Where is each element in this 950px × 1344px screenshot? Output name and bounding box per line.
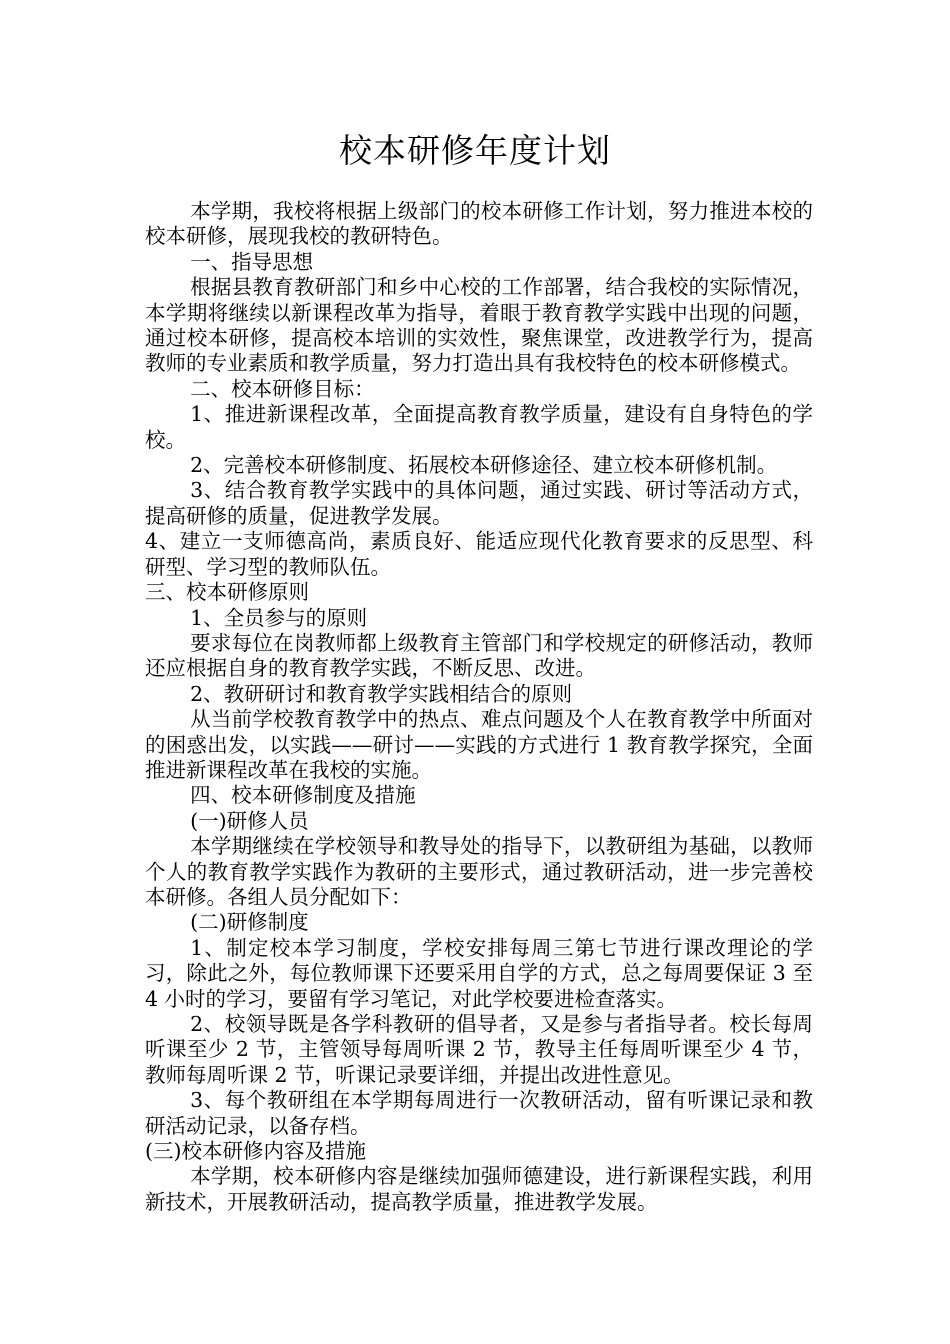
rule-item-3: 3、每个教研组在本学期每周进行一次教研活动，留有听课记录和教研活动记录，以备存档。 xyxy=(145,1088,813,1138)
section-heading-goals: 二、校本研修目标： xyxy=(190,376,375,401)
intro-paragraph: 本学期，我校将根据上级部门的校本研修工作计划，努力推进本校的校本研修，展现我校的教研特色。 xyxy=(145,199,813,249)
rule-item-2: 2、校领导既是各学科教研的倡导者，又是参与者指导者。校长每周听课至少 2 节，主管领导每周听课 2 节，教导主任每周听课至少 4 节，教师每周听课 2 节，听课记录要详细，并提出改进性意见。 xyxy=(145,1012,813,1087)
section-heading-system: 四、校本研修制度及措施 xyxy=(190,783,416,808)
goal-item-4: 4、建立一支师德高尚，素质良好、能适应现代化教育要求的反思型、科研型、学习型的教师队伍。 xyxy=(145,529,813,579)
guiding-ideology-paragraph: 根据县教育教研部门和乡中心校的工作部署，结合我校的实际情况，本学期将继续以新课程改革为指导，着眼于教育教学实践中出现的问题，通过校本研修，提高校本培训的实效性，聚焦课堂，改进教学行为，提高教师的专业素质和教学质量，努力打造出具有我校特色的校本研修模式。 xyxy=(145,275,813,376)
document-title: 校本研修年度计划 xyxy=(339,131,611,170)
principle-heading-2: 2、教研研讨和教育教学实践相结合的原则 xyxy=(190,681,573,706)
subsection-heading-content: (三)校本研修内容及措施 xyxy=(145,1139,366,1164)
goal-item-3: 3、结合教育教学实践中的具体问题，通过实践、研讨等活动方式，提高研修的质量，促进教学发展。 xyxy=(145,478,813,528)
subsection-heading-personnel: (一)研修人员 xyxy=(190,808,309,833)
principle-paragraph-1: 要求每位在岗教师都上级教育主管部门和学校规定的研修活动，教师还应根据自身的教育教学实践，不断反思、改进。 xyxy=(145,630,813,681)
rule-item-1: 1、制定校本学习制度，学校安排每周三第七节进行课改理论的学习，除此之外，每位教师课下还要采用自学的方式，总之每周要保证 3 至 4 小时的学习，要留有学习笔记，对此学校要进检查落实。 xyxy=(145,935,813,1011)
section-heading-guiding-ideology: 一、指导思想 xyxy=(190,249,314,274)
goal-item-1: 1、推进新课程改革，全面提高教育教学质量，建设有自身特色的学校。 xyxy=(145,402,813,452)
document-body xyxy=(145,199,813,1215)
subsection-heading-rules: (二)研修制度 xyxy=(190,910,309,935)
section-heading-principles: 三、校本研修原则 xyxy=(145,580,309,605)
principle-paragraph-2: 从当前学校教育教学中的热点、难点问题及个人在教育教学中所面对的困惑出发，以实践——研讨——实践的方式进行 1 教育教学探究，全面推进新课程改革在我校的实施。 xyxy=(145,707,813,782)
content-paragraph: 本学期，校本研修内容是继续加强师德建设，进行新课程实践，利用新技术，开展教研活动，提高教学质量，推进教学发展。 xyxy=(145,1164,813,1214)
personnel-paragraph: 本学期继续在学校领导和教导处的指导下，以教研组为基础，以教师个人的教育教学实践作为教研的主要形式，通过教研活动，进一步完善校本研修。各组人员分配如下： xyxy=(145,834,813,909)
principle-heading-1: 1、全员参与的原则 xyxy=(190,605,368,630)
goal-item-2: 2、完善校本研修制度、拓展校本研修途径、建立校本研修机制。 xyxy=(190,453,778,478)
